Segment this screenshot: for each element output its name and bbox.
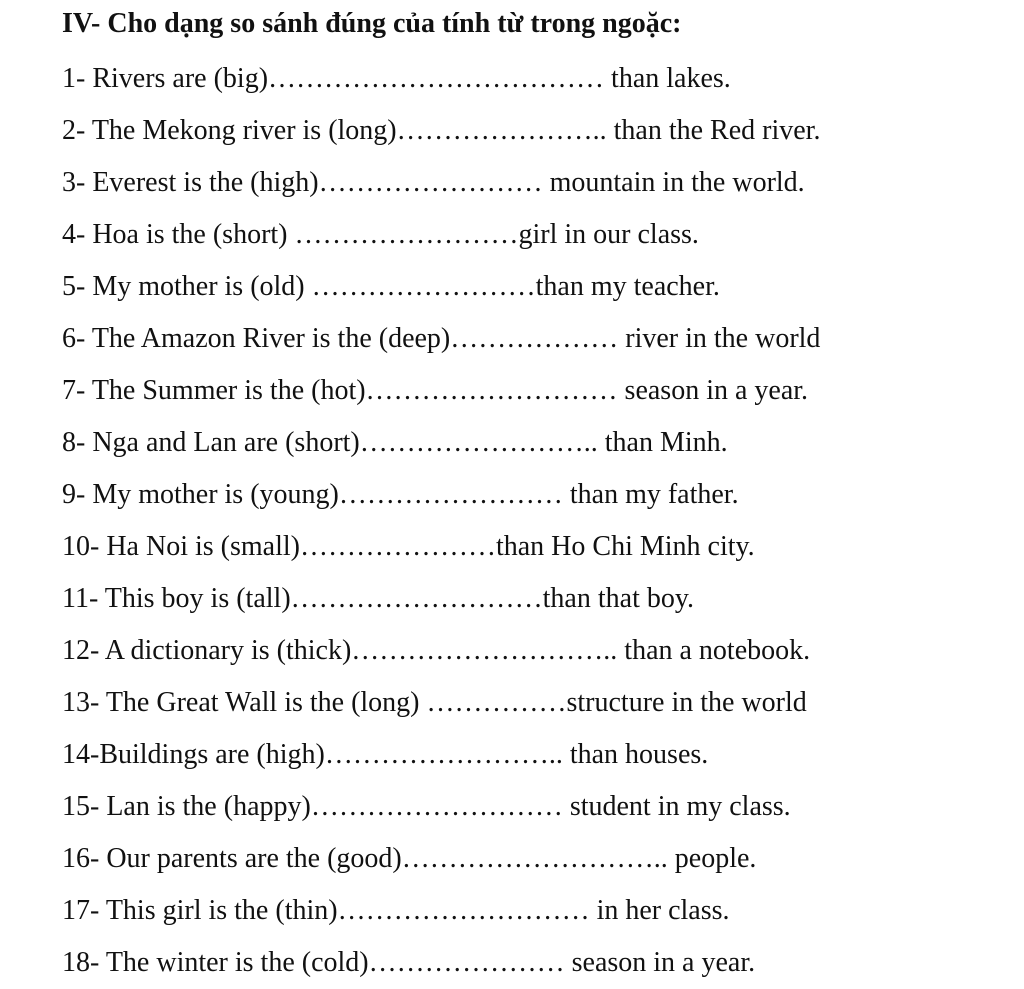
exercise-item-13: 13- The Great Wall is the (long) ……………structure in the world — [62, 687, 807, 718]
exercise-item-14: 14-Buildings are (high)…………………….. than houses. — [62, 739, 709, 770]
exercise-item-18: 18- The winter is the (cold)………………… season in a year. — [62, 947, 756, 978]
exercise-item-9: 9- My mother is (young)…………………… than my father. — [62, 479, 739, 510]
exercise-item-8: 8- Nga and Lan are (short)…………………….. than Minh. — [62, 427, 728, 458]
exercise-item-6: 6- The Amazon River is the (deep)……………… river in the world — [62, 323, 821, 354]
exercise-item-2: 2- The Mekong river is (long)………………….. than the Red river. — [62, 115, 821, 146]
exercise-item-16: 16- Our parents are the (good)……………………….. people. — [62, 843, 757, 874]
exercise-item-15: 15- Lan is the (happy)……………………… student in my class. — [62, 791, 791, 822]
exercise-item-11: 11- This boy is (tall)………………………than that boy. — [62, 583, 695, 614]
exercise-item-5: 5- My mother is (old) ……………………than my teacher. — [62, 271, 720, 302]
exercise-item-1: 1- Rivers are (big)……………………………… than lakes. — [62, 63, 731, 94]
exercise-item-17: 17- This girl is the (thin)……………………… in her class. — [62, 895, 730, 926]
exercise-item-10: 10- Ha Noi is (small)…………………than Ho Chi Minh city. — [62, 531, 755, 562]
exercise-item-7: 7- The Summer is the (hot)……………………… season in a year. — [62, 375, 809, 406]
exercise-item-12: 12- A dictionary is (thick)……………………….. than a notebook. — [62, 635, 811, 666]
exercise-item-3: 3- Everest is the (high)…………………… mountain in the world. — [62, 167, 805, 198]
exercise-item-4: 4- Hoa is the (short) ……………………girl in our class. — [62, 219, 699, 250]
exercise-list — [62, 53, 1012, 989]
worksheet — [62, 4, 1012, 989]
exercise-heading: IV- Cho dạng so sánh đúng của tính từ trong ngoặc: — [62, 8, 682, 39]
